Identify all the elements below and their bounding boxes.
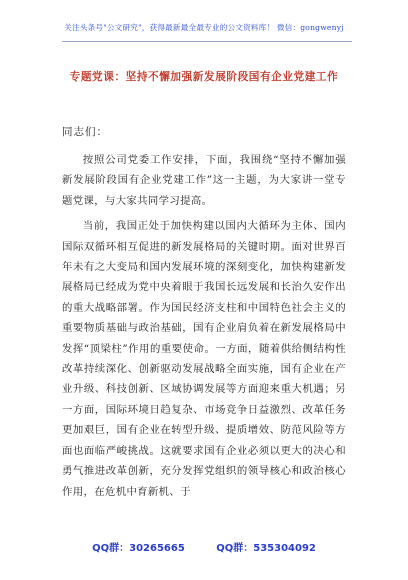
- paragraph-intro: 按照公司党委工作安排，下面，我围绕“坚持不懈加强新发展阶段国有企业党建工作”这一主题，为大家讲一堂专题党课，与大家共同学习提高。: [62, 154, 346, 207]
- footer-contacts: [0, 539, 408, 554]
- salutation: 同志们：: [62, 126, 108, 138]
- paragraph-context: 当前，我国正处于加快构建以国内大循环为主体、国内国际双循环相互促进的新发展格局的关键时期。面对世界百年未有之大变局和国内发展环境的深刻变化，加快构建新发展格局已经成为党中央着眼于我国长远发展和长治久安作出的重大战略部署。作为国民经济支柱和中国特色社会主义的重要物质基础与政治基础，国有企业肩负着在新发展格局中发挥“顶梁柱”作用的重要使命。一方面，随着供给侧结构性改革持续深化、创新驱动发展战略全面实施，国有企业在产业升级、科技创新、区域协调发展等方面迎来重大机遇；另一方面，国际环境日趋复杂、市场竞争日益激烈、改革任务更加艰巨，国有企业在转型升级、提质增效、防范风险等方面也面临严峻挑战。这就要求国有企业必须以更大的决心和勇气推进改革创新，充分发挥党组织的领导核心和政治核心作用，在危机中育新机、于: [62, 220, 346, 498]
- header-divider: [62, 41, 352, 42]
- document-body: [62, 150, 346, 507]
- footer-qq-group-1: QQ群：30265665: [92, 543, 185, 554]
- footer-qq-group-2: QQ群：535304092: [216, 543, 316, 554]
- header-promo-note: 关注头条号"公文研究"，获得最新最全最专业的公文资料库！ 微信：gongwenyj: [64, 23, 344, 32]
- document-title: 专题党课：坚持不懈加强新发展阶段国有企业党建工作: [69, 71, 339, 83]
